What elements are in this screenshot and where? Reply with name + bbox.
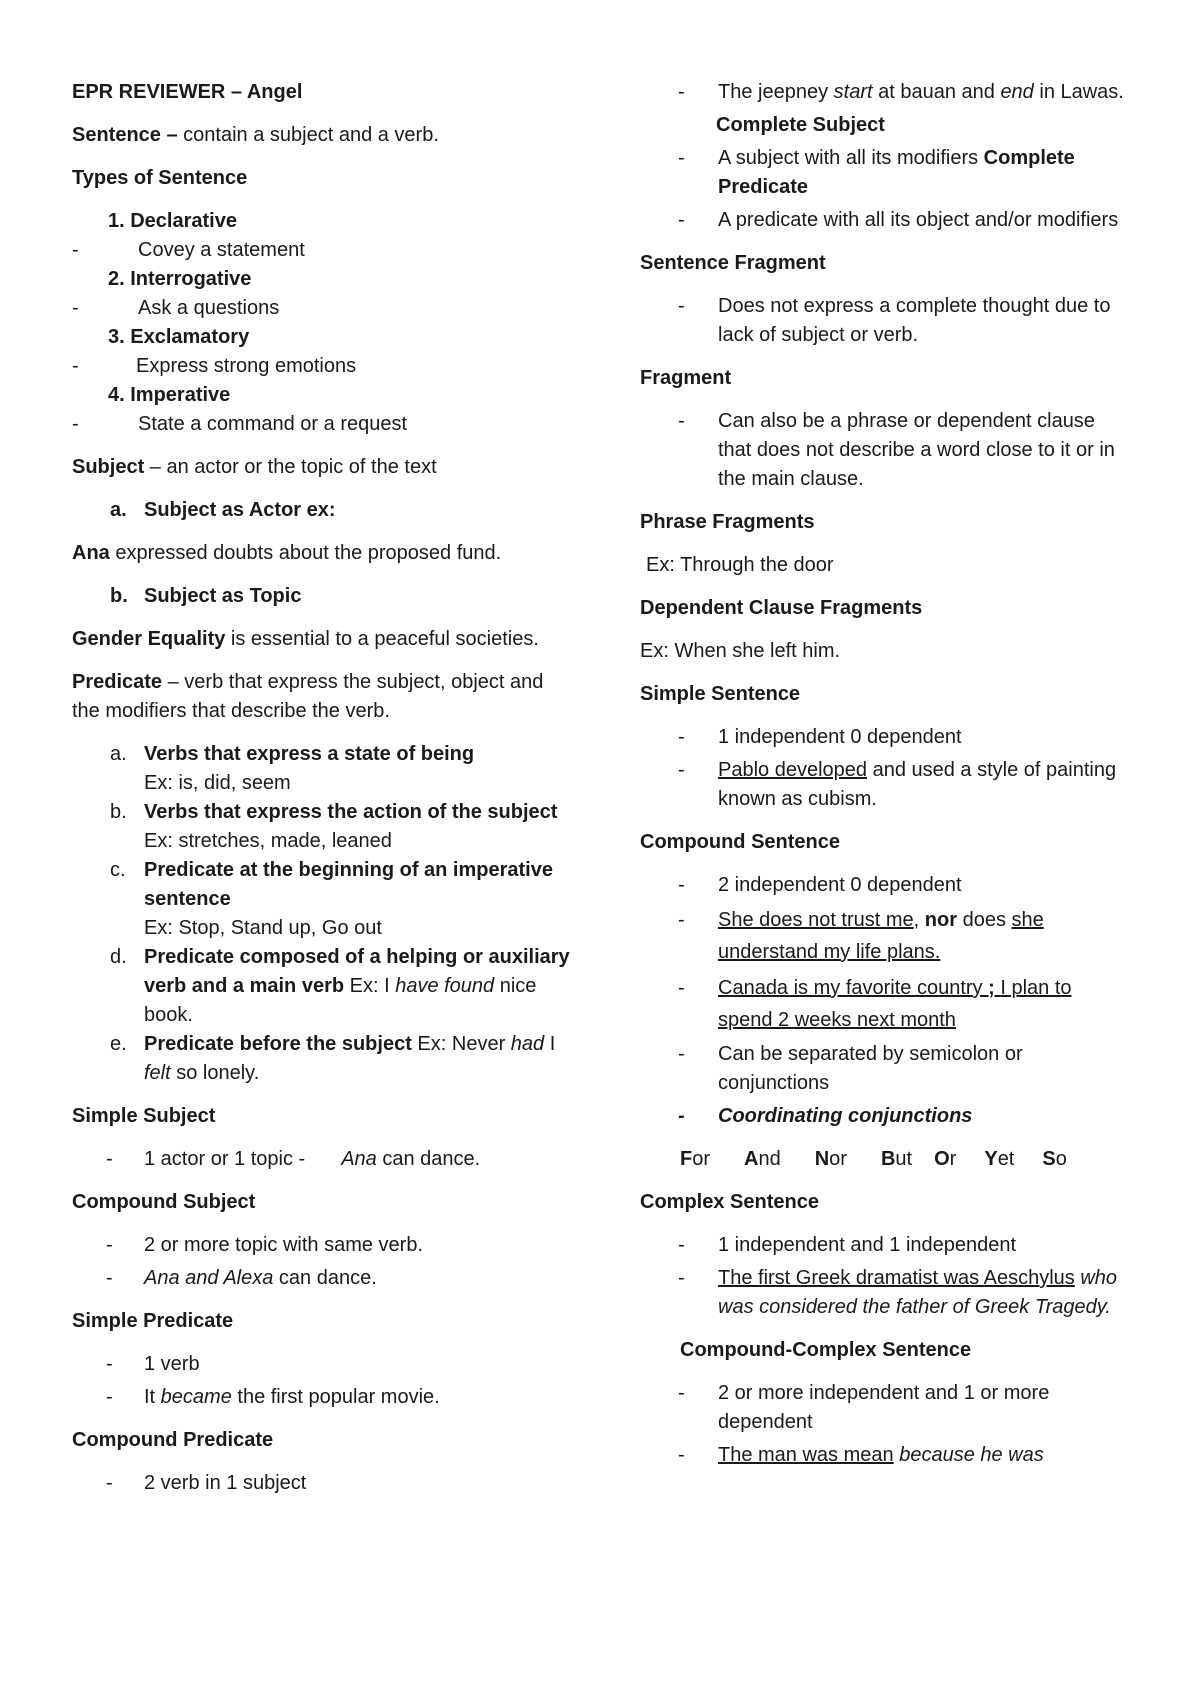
predicate-d-text: Predicate composed of a helping or auxiliary verb and a main verb bbox=[144, 946, 570, 997]
conjunction-word: But bbox=[880, 1148, 913, 1170]
compound-complex-example bbox=[640, 1441, 1130, 1470]
type-label: 4. Imperative bbox=[108, 384, 231, 406]
predicate-term: Predicate bbox=[72, 671, 163, 693]
subject-topic-text: Subject as Topic bbox=[144, 585, 302, 607]
simple-sentence-rest: and used a style of painting known as cubism. bbox=[718, 759, 1117, 810]
compound-complex-heading: Compound-Complex Sentence bbox=[680, 1339, 972, 1361]
type-label: 2. Interrogative bbox=[108, 268, 252, 290]
predicate-item-e bbox=[72, 1030, 572, 1088]
conjunction-word: So bbox=[1042, 1148, 1067, 1170]
cs-nor: nor bbox=[924, 909, 958, 931]
complex-sentence-item: - 1 independent and 1 independent bbox=[640, 1231, 1130, 1260]
simple-predicate-rest: the first popular movie. bbox=[231, 1386, 440, 1408]
conjunction-word: Yet bbox=[984, 1148, 1015, 1170]
type-desc: - State a command or a request bbox=[72, 410, 572, 439]
cc-underline: The man was mean bbox=[718, 1444, 894, 1466]
phrase-fragments-heading: Phrase Fragments bbox=[640, 511, 815, 533]
phrase-fragments-example: Ex: Through the door bbox=[646, 554, 834, 576]
jeepney-italic2: end bbox=[1000, 81, 1034, 103]
simple-sentence-example bbox=[640, 756, 1130, 814]
subject-def: – an actor or the topic of the text bbox=[144, 456, 437, 478]
frag-item: - Can also be a phrase or dependent clause that does not describe a word close to it or in the main clause. bbox=[640, 407, 1130, 494]
sentence-definition bbox=[72, 121, 572, 150]
complete-predicate-item: - A predicate with all its object and/or modifiers bbox=[640, 206, 1130, 235]
simple-predicate-pre: It bbox=[144, 1386, 161, 1408]
type-desc: - Covey a statement bbox=[72, 236, 572, 265]
predicate-def: – verb that express the subject, object and the modifiers that describe the verb. bbox=[72, 671, 544, 722]
cs-plan: I plan to spend 2 weeks next month bbox=[718, 977, 1072, 1031]
type-desc: - Ask a questions bbox=[72, 294, 572, 323]
predicate-e-ex3: so lonely. bbox=[170, 1062, 260, 1084]
subject-topic-item bbox=[72, 582, 572, 611]
compound-subject-item: - 2 or more topic with same verb. bbox=[72, 1231, 572, 1260]
predicate-list bbox=[72, 740, 572, 1088]
predicate-a-example: Ex: is, did, seem bbox=[144, 772, 291, 794]
compound-predicate-item: - 2 verb in 1 subject bbox=[72, 1469, 572, 1498]
complete-subject-text: A subject with all its modifiers bbox=[718, 147, 984, 169]
conjunction-word: For bbox=[680, 1148, 711, 1170]
predicate-e-text: Predicate before the subject bbox=[144, 1033, 412, 1055]
frag-heading: Fragment bbox=[640, 367, 732, 389]
simple-sentence-heading: Simple Sentence bbox=[640, 683, 801, 705]
complete-subject-item bbox=[640, 144, 1130, 202]
ana-example bbox=[72, 539, 572, 568]
subject-term: Subject bbox=[72, 456, 145, 478]
simple-predicate-italic: became bbox=[160, 1386, 232, 1408]
simple-predicate-heading: Simple Predicate bbox=[72, 1310, 234, 1332]
list-letter: b. bbox=[110, 801, 127, 823]
predicate-c-example: Ex: Stop, Stand up, Go out bbox=[144, 917, 382, 939]
fragment-heading: Sentence Fragment bbox=[640, 252, 826, 274]
types-list bbox=[72, 207, 572, 439]
sentence-def: contain a subject and a verb. bbox=[177, 124, 439, 146]
cs-does: does bbox=[957, 909, 1012, 931]
list-letter: e. bbox=[110, 1033, 127, 1055]
predicate-a-text: Verbs that express a state of being bbox=[144, 743, 475, 765]
jeepney-mid: at bauan and bbox=[872, 81, 1001, 103]
fanboys-row bbox=[640, 1145, 1130, 1174]
jeepney-italic1: start bbox=[833, 81, 873, 103]
type-desc: - Express strong emotions bbox=[72, 352, 572, 381]
predicate-definition bbox=[72, 668, 572, 726]
simple-subject-text: 1 actor or 1 topic - bbox=[144, 1148, 306, 1170]
gender-example bbox=[72, 625, 572, 654]
ana-rest: expressed doubts about the proposed fund. bbox=[109, 542, 502, 564]
compound-sentence-item: - 2 independent 0 dependent bbox=[640, 871, 1130, 900]
complete-predicate-heading: Complete Predicate bbox=[718, 147, 1075, 198]
list-letter: a. bbox=[110, 743, 127, 765]
simple-sentence-item: - 1 independent 0 dependent bbox=[640, 723, 1130, 752]
coordinating-conjunctions: - Coordinating conjunctions bbox=[640, 1102, 1130, 1131]
predicate-b-example: Ex: stretches, made, leaned bbox=[144, 830, 392, 852]
gender-bold: Gender Equality bbox=[72, 628, 226, 650]
compound-predicate-heading: Compound Predicate bbox=[72, 1429, 274, 1451]
predicate-e-italic2: felt bbox=[144, 1062, 171, 1084]
predicate-b-text: Verbs that express the action of the subject bbox=[144, 801, 558, 823]
simple-predicate-example bbox=[72, 1383, 572, 1412]
complex-underline: The first Greek dramatist was Aeschylus bbox=[718, 1267, 1075, 1289]
simple-subject-heading: Simple Subject bbox=[72, 1105, 216, 1127]
compound-subject-heading: Compound Subject bbox=[72, 1191, 256, 1213]
type-label: 1. Declarative bbox=[108, 210, 237, 232]
compound-sentence-example1 bbox=[640, 904, 1130, 968]
complex-italic: who was considered the father of Greek Tragedy. bbox=[718, 1267, 1118, 1318]
list-letter: b. bbox=[110, 585, 128, 607]
predicate-item-a bbox=[72, 740, 572, 769]
compound-sentence-heading: Compound Sentence bbox=[640, 831, 841, 853]
cs-underline1: She does not trust me bbox=[718, 909, 914, 931]
subject-actor-text: Subject as Actor ex: bbox=[144, 499, 336, 521]
jeepney-example bbox=[640, 78, 1130, 107]
simple-sentence-underline: Pablo developed bbox=[718, 759, 868, 781]
subject-actor-item bbox=[72, 496, 572, 525]
complex-sentence-example bbox=[640, 1264, 1130, 1322]
page-title: EPR REVIEWER – Angel bbox=[72, 81, 303, 103]
complete-subject-heading: Complete Subject bbox=[716, 114, 885, 136]
simple-subject-item bbox=[72, 1145, 572, 1174]
gender-rest: is essential to a peaceful societies. bbox=[225, 628, 539, 650]
list-letter: d. bbox=[110, 946, 127, 968]
predicate-c-text: Predicate at the beginning of an imperative sentence bbox=[144, 859, 553, 910]
simple-subject-rest: can dance. bbox=[376, 1148, 481, 1170]
list-letter: c. bbox=[110, 859, 126, 881]
right-column bbox=[640, 78, 1130, 1470]
dependent-fragments-example: Ex: When she left him. bbox=[640, 640, 841, 662]
conjunction-word: Or bbox=[934, 1148, 957, 1170]
compound-subject-example bbox=[72, 1264, 572, 1293]
compound-subject-rest: can dance. bbox=[273, 1267, 377, 1289]
left-column bbox=[72, 78, 572, 1498]
jeepney-pre: The jeepney bbox=[718, 81, 834, 103]
compound-sentence-separated: - Can be separated by semicolon or conjunctions bbox=[640, 1040, 1130, 1098]
fragment-item: - Does not express a complete thought due to lack of subject or verb. bbox=[640, 292, 1130, 350]
cs-comma: , bbox=[913, 909, 925, 931]
dependent-fragments-heading: Dependent Clause Fragments bbox=[640, 597, 923, 619]
complex-sentence-heading: Complex Sentence bbox=[640, 1191, 819, 1213]
subject-definition bbox=[72, 453, 572, 482]
predicate-d-ex-italic: have found bbox=[395, 975, 495, 997]
predicate-e-italic1: had bbox=[510, 1033, 545, 1055]
list-letter: a. bbox=[110, 499, 127, 521]
predicate-item-c bbox=[72, 856, 572, 914]
predicate-d-ex2: nice book. bbox=[144, 975, 537, 1026]
conjunction-word: Nor bbox=[814, 1148, 847, 1170]
cs-semicolon: ; bbox=[982, 977, 1001, 999]
predicate-e-ex2: I bbox=[544, 1033, 556, 1055]
predicate-e-ex1: Ex: Never bbox=[411, 1033, 511, 1055]
cs-canada: Canada is my favorite country bbox=[718, 977, 983, 999]
sentence-term: Sentence – bbox=[72, 124, 178, 146]
predicate-item-b bbox=[72, 798, 572, 827]
ana-bold: Ana bbox=[72, 542, 110, 564]
compound-complex-item: - 2 or more independent and 1 or more dependent bbox=[640, 1379, 1130, 1437]
predicate-item-d bbox=[72, 943, 572, 1030]
type-label: 3. Exclamatory bbox=[108, 326, 250, 348]
cs-underline2: she understand my life plans. bbox=[718, 909, 1044, 963]
conjunction-word: And bbox=[744, 1148, 781, 1170]
types-heading: Types of Sentence bbox=[72, 167, 248, 189]
predicate-d-ex1: Ex: I bbox=[344, 975, 396, 997]
simple-predicate-item: - 1 verb bbox=[72, 1350, 572, 1379]
jeepney-post: in Lawas. bbox=[1033, 81, 1124, 103]
compound-subject-italic: Ana and Alexa bbox=[144, 1267, 274, 1289]
compound-sentence-example2 bbox=[640, 972, 1130, 1036]
simple-subject-italic: Ana bbox=[341, 1148, 377, 1170]
cc-italic: because he was bbox=[893, 1444, 1044, 1466]
